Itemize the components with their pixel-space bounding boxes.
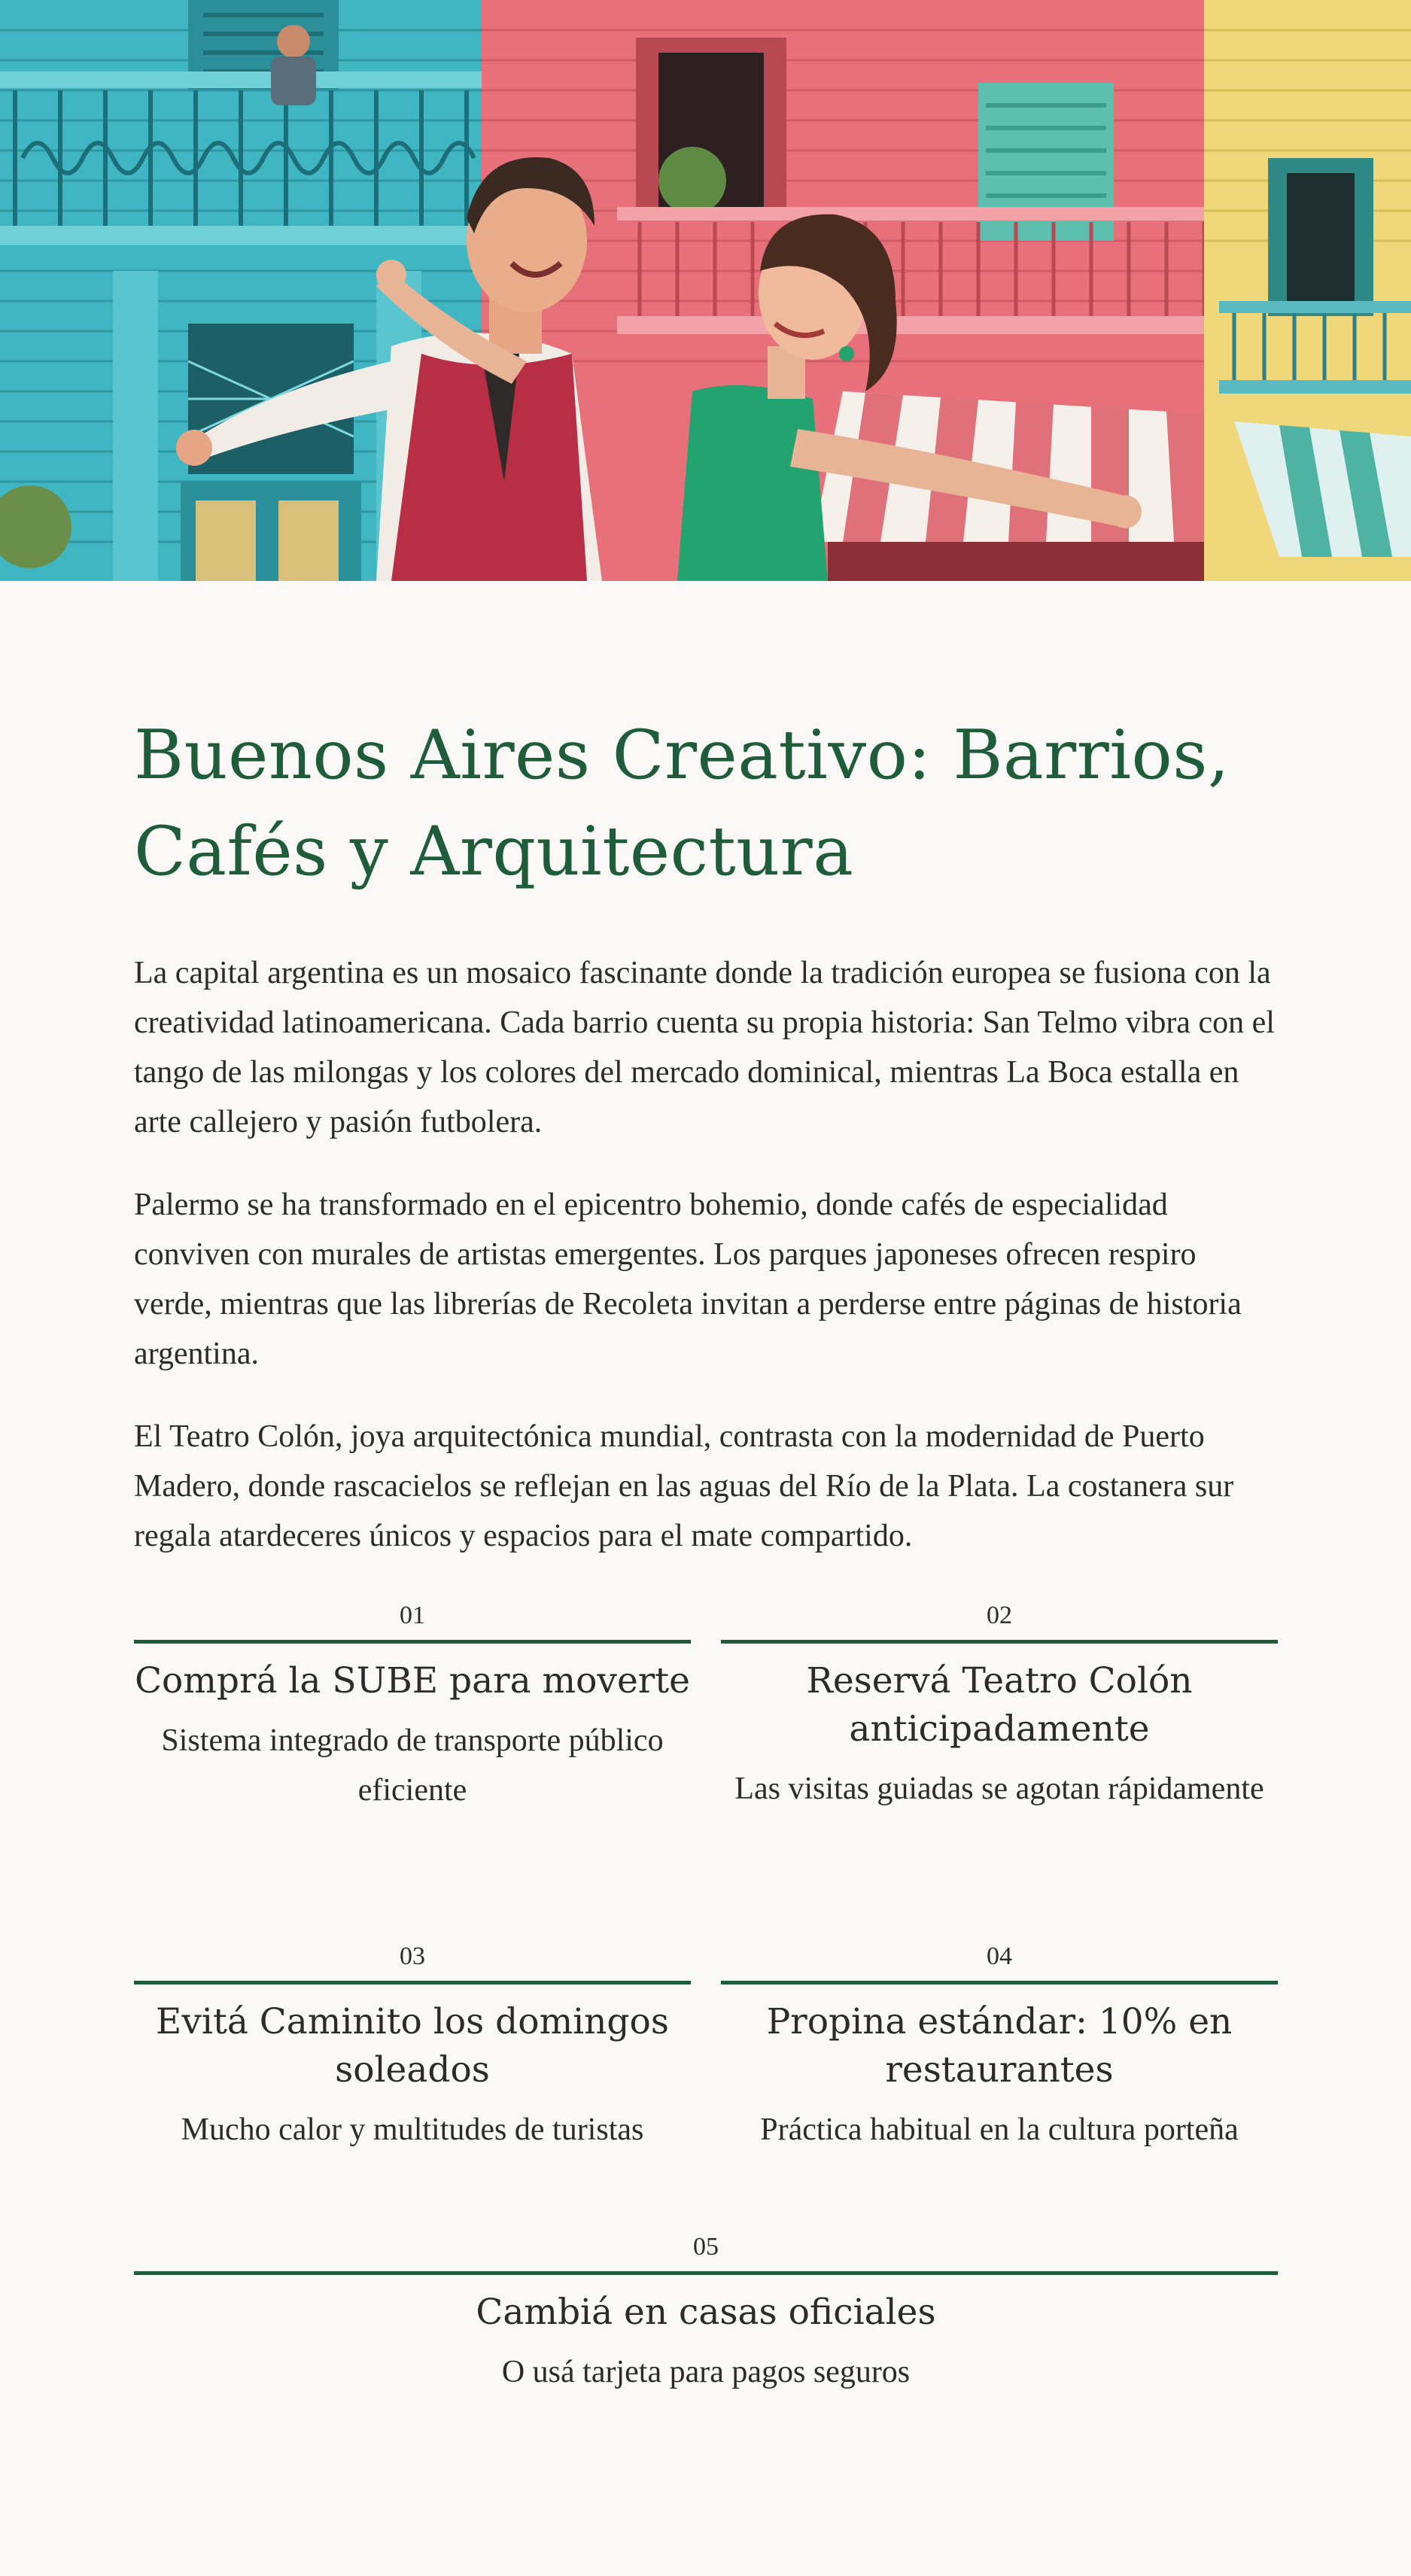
- tip-number: 04: [987, 1942, 1012, 1970]
- tip-item: [134, 1940, 691, 2155]
- tip-number: 01: [400, 1601, 425, 1629]
- tip-title: Cambiá en casas oficiales: [476, 2292, 936, 2333]
- tip-title: Comprá la SUBE para moverte: [135, 1660, 690, 1702]
- tip-divider: [134, 1981, 691, 1984]
- tip-divider: [721, 1640, 1278, 1644]
- tip-title: Evitá Caminito los domingos soleados: [156, 2001, 669, 2091]
- intro-paragraph: Palermo se ha transformado en el epicentro bohemio, donde cafés de especialidad conviven con murales de artistas emergentes. Los parques japoneses ofrecen respiro verde, mientras que las librerías de Recoleta invitan a perderse entre páginas de historia argentina.: [134, 1188, 1242, 1371]
- tip-item: [134, 1599, 691, 1815]
- tip-number: 02: [987, 1601, 1012, 1629]
- hero-illustration-image: [0, 0, 1411, 581]
- tip-number: 05: [693, 2233, 719, 2261]
- intro-paragraph: La capital argentina es un mosaico fascinante donde la tradición europea se fusiona con la creatividad latinoamericana. Cada barrio cuenta su propia historia: San Telmo vibra con el tango de las milongas y los colores del mercado dominical, mientras La Boca estalla en arte callejero y pasión futbolera.: [134, 956, 1275, 1139]
- tip-number: 03: [400, 1942, 425, 1970]
- tip-item: [721, 1940, 1278, 2155]
- tip-description: Las visitas guiadas se agotan rápidamente: [734, 1772, 1264, 1806]
- article-intro: [134, 948, 1278, 1561]
- intro-paragraph: El Teatro Colón, joya arquitectónica mundial, contrasta con la modernidad de Puerto Madero, donde rascacielos se reflejan en las aguas del Río de la Plata. La costanera sur regala atardeceres únicos y espacios para el mate compartido.: [134, 1419, 1234, 1553]
- tip-item: [721, 1599, 1278, 1814]
- tip-item: [134, 2231, 1278, 2397]
- tip-description: O usá tarjeta para pagos seguros: [501, 2355, 911, 2389]
- tip-divider: [721, 1981, 1278, 1984]
- tip-description: Sistema integrado de transporte público eficiente: [161, 1723, 664, 1808]
- tip-divider: [134, 1640, 691, 1644]
- tip-title: Reservá Teatro Colón anticipadamente: [806, 1660, 1193, 1750]
- article: [134, 707, 1278, 1594]
- tip-description: Práctica habitual en la cultura porteña: [760, 2112, 1239, 2147]
- tip-description: Mucho calor y multitudes de turistas: [181, 2112, 644, 2147]
- tip-divider: [134, 2271, 1278, 2275]
- tip-title: Propina estándar: 10% en restaurantes: [766, 2001, 1233, 2091]
- article-title: Buenos Aires Creativo: Barrios, Cafés y Arquitectura: [134, 716, 1230, 891]
- hero-illustration: [0, 0, 1411, 581]
